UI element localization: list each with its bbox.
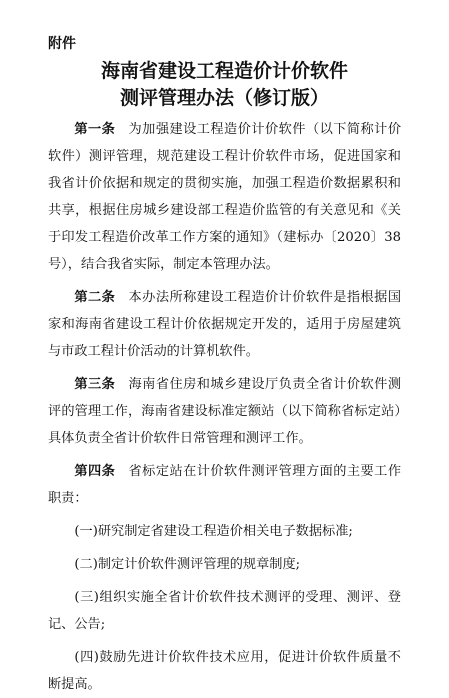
- duty-item-1: (一)研究制定省建设工程造价相关电子数据标准;: [74, 524, 353, 539]
- article-4-label: 第四条: [74, 464, 116, 479]
- duty-item-4: (四)鼓励先进计价软件技术应用，促进计价软件质量不断提高。: [48, 650, 401, 692]
- document-title-line-2: 测评管理办法（修订版）: [119, 87, 329, 109]
- duty-item-2: (二)制定计价软件测评管理的规章制度;: [74, 557, 301, 572]
- article-3-text: 海南省住房和城乡建设厅负责全省计价软件测评的管理工作，海南省建设标准定额站（以下简称省标定站）具体负责全省计价软件日常管理和测评工作。: [48, 377, 402, 446]
- duty-item-3: (三)组织实施全省计价软件技术测评的受理、测评、登记、公告;: [48, 590, 401, 632]
- attachment-label: 附件: [48, 36, 76, 52]
- article-3-label: 第三条: [74, 377, 116, 392]
- article-2-text: 本办法所称建设工程造价计价软件是指根据国家和海南省建设工程计价依据规定开发的，适用于房屋建筑与市政工程计价活动的计算机软件。: [48, 290, 402, 359]
- article-4: [48, 458, 401, 512]
- article-2: [48, 284, 401, 365]
- article-1: [48, 116, 401, 278]
- document-title-line-1: 海南省建设工程造价计价软件: [100, 60, 348, 82]
- article-3: [48, 371, 401, 452]
- article-4-text: 省标定站在计价软件测评管理方面的主要工作职责：: [48, 464, 402, 506]
- article-1-text: 为加强建设工程造价计价软件（以下简称计价软件）测评管理，规范建设工程计价软件市场，促进国家和我省计价依据和规定的贯彻实施，加强工程造价数据累积和共享，根据住房城乡建设部工程造价监管的有关意见和《关于印发工程造价改革工作方案的通知》（建标办〔2020〕38号），结合我省实际，制定本管理办法。: [48, 122, 402, 272]
- article-1-label: 第一条: [74, 122, 116, 137]
- article-2-label: 第二条: [74, 290, 116, 305]
